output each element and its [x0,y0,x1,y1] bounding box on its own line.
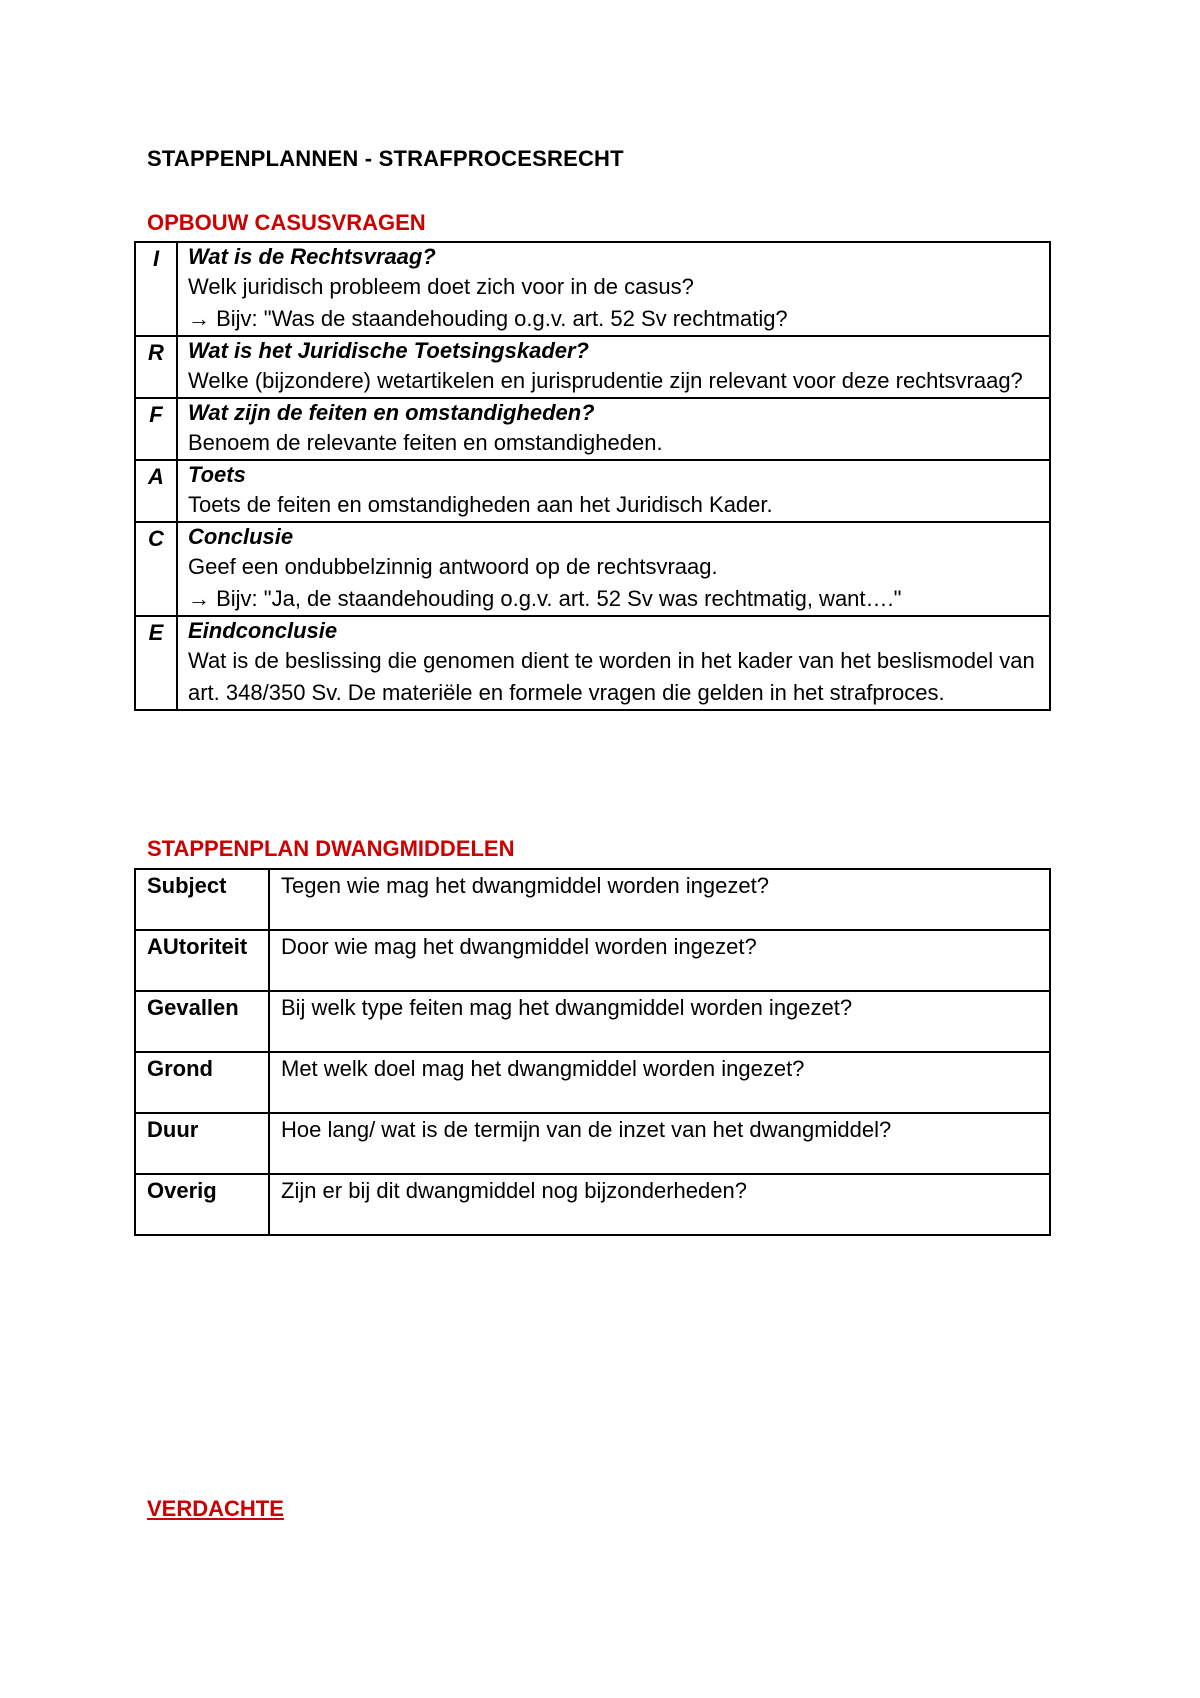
opbouw-table [134,241,1051,711]
opbouw-row [135,522,1050,616]
dwangmiddelen-question: Door wie mag het dwangmiddel worden ingezet? [269,930,1050,991]
dwangmiddelen-question: Zijn er bij dit dwangmiddel nog bijzonderheden? [269,1174,1050,1235]
opbouw-letter: E [135,616,177,710]
opbouw-question-text: Benoem de relevante feiten en omstandigheden. [188,430,663,455]
dwangmiddelen-question: Bij welk type feiten mag het dwangmiddel worden ingezet? [269,991,1050,1052]
opbouw-letter: R [135,336,177,398]
dwangmiddelen-row [135,930,1050,991]
opbouw-question-heading: Toets [188,462,246,487]
opbouw-letter: A [135,460,177,522]
document-title: STAPPENPLANNEN - STRAFPROCESRECHT [147,146,624,171]
opbouw-question-text: Welke (bijzondere) wetartikelen en jurisprudentie zijn relevant voor deze rechtsvraag? [188,368,1023,393]
opbouw-content [177,522,1050,616]
opbouw-question-text: Toets de feiten en omstandigheden aan het Juridisch Kader. [188,492,773,517]
dwangmiddelen-question: Tegen wie mag het dwangmiddel worden ingezet? [269,869,1050,930]
opbouw-example-text: → Bijv: "Was de staandehouding o.g.v. art. 52 Sv rechtmatig? [188,306,788,331]
opbouw-row [135,242,1050,336]
opbouw-question-text: Wat is de beslissing die genomen dient te worden in het kader van het beslismodel van art. 348/350 Sv. De materiële en formele vragen die gelden in het strafproces. [188,648,1035,705]
opbouw-question-text: Geef een ondubbelzinnig antwoord op de rechtsvraag. [188,554,718,579]
opbouw-row [135,336,1050,398]
opbouw-row [135,460,1050,522]
dwangmiddelen-label: Gevallen [135,991,269,1052]
opbouw-question-heading: Wat zijn de feiten en omstandigheden? [188,400,595,425]
dwangmiddelen-label: Overig [135,1174,269,1235]
section-heading-dwangmiddelen: STAPPENPLAN DWANGMIDDELEN [147,836,515,861]
opbouw-content [177,242,1050,336]
opbouw-letter: F [135,398,177,460]
dwangmiddelen-row [135,869,1050,930]
opbouw-content [177,460,1050,522]
dwangmiddelen-row [135,1174,1050,1235]
dwangmiddelen-label: Grond [135,1052,269,1113]
opbouw-row [135,616,1050,710]
section-heading-verdachte[interactable]: VERDACHTE [147,1496,284,1521]
opbouw-letter: C [135,522,177,616]
opbouw-content [177,616,1050,710]
dwangmiddelen-label: AUtoriteit [135,930,269,991]
opbouw-question-heading: Wat is de Rechtsvraag? [188,244,436,269]
dwangmiddelen-row [135,991,1050,1052]
opbouw-question-text: Welk juridisch probleem doet zich voor in de casus? [188,274,694,299]
dwangmiddelen-question: Met welk doel mag het dwangmiddel worden ingezet? [269,1052,1050,1113]
opbouw-content [177,336,1050,398]
dwangmiddelen-question: Hoe lang/ wat is de termijn van de inzet van het dwangmiddel? [269,1113,1050,1174]
opbouw-question-heading: Eindconclusie [188,618,338,643]
opbouw-example-text: → Bijv: "Ja, de staandehouding o.g.v. art. 52 Sv was rechtmatig, want…." [188,586,902,611]
opbouw-letter: I [135,242,177,336]
dwangmiddelen-row [135,1052,1050,1113]
opbouw-question-heading: Wat is het Juridische Toetsingskader? [188,338,589,363]
dwangmiddelen-table [134,868,1051,1236]
section-heading-opbouw: OPBOUW CASUSVRAGEN [147,210,426,235]
opbouw-content [177,398,1050,460]
dwangmiddelen-label: Subject [135,869,269,930]
dwangmiddelen-row [135,1113,1050,1174]
opbouw-question-heading: Conclusie [188,524,294,549]
dwangmiddelen-label: Duur [135,1113,269,1174]
opbouw-row [135,398,1050,460]
